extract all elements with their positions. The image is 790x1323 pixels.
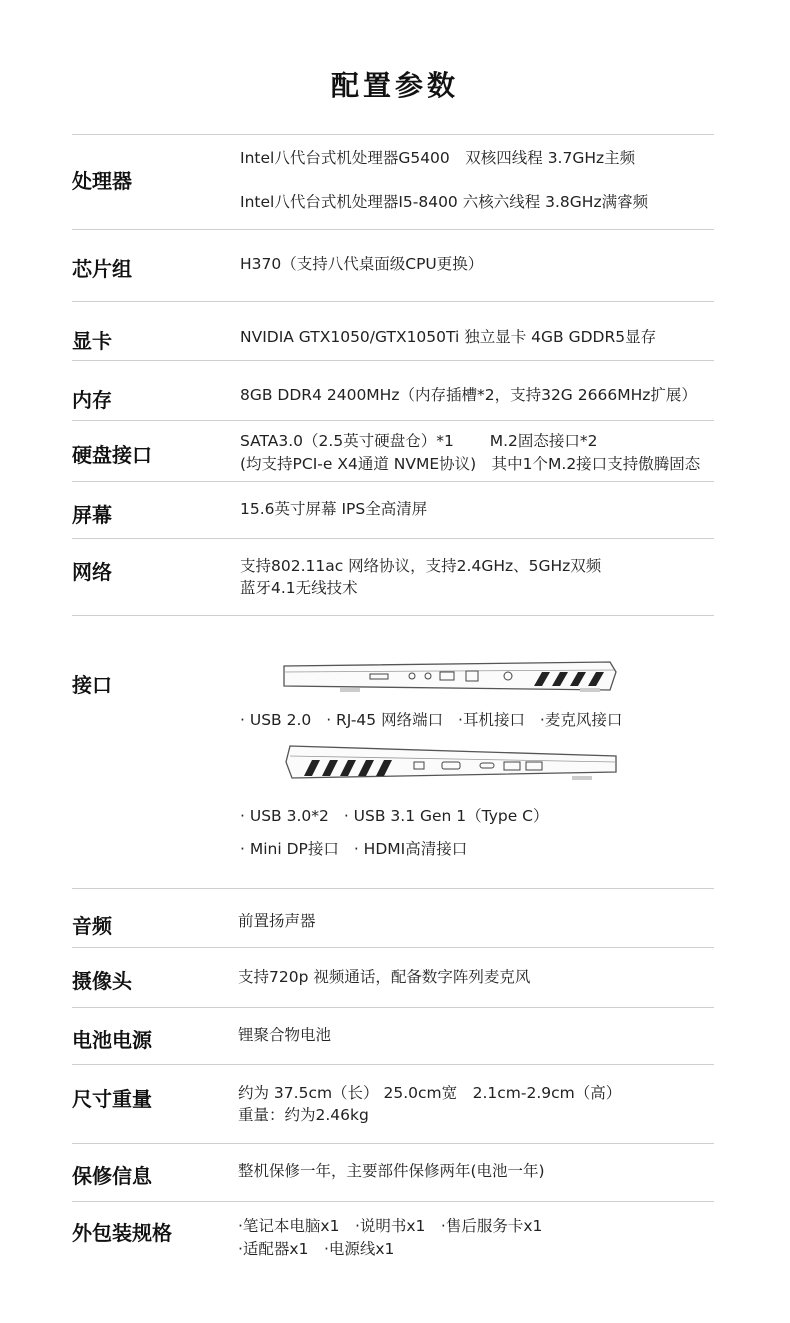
divider bbox=[72, 1143, 714, 1144]
spec-value-size-2: 重量：约为2.46kg bbox=[238, 1106, 369, 1124]
port-hdmi: · HDMI高清接口 bbox=[353, 840, 468, 858]
divider bbox=[72, 1064, 714, 1065]
spec-label-screen: 屏幕 bbox=[72, 503, 112, 527]
spec-label-ports: 接口 bbox=[72, 673, 112, 697]
spec-label-chipset: 芯片组 bbox=[72, 257, 132, 281]
spec-value-warranty: 整机保修一年，主要部件保修两年(电池一年) bbox=[238, 1162, 545, 1180]
spec-label-memory: 内存 bbox=[72, 388, 112, 412]
divider bbox=[72, 1201, 714, 1202]
ports-right-list-2 bbox=[240, 837, 477, 859]
spec-label-package: 外包装规格 bbox=[72, 1221, 172, 1245]
divider bbox=[72, 538, 714, 539]
port-usb20: · USB 2.0 bbox=[240, 711, 312, 729]
spec-value-package-1: ·笔记本电脑x1 ·说明书x1 ·售后服务卡x1 bbox=[238, 1217, 543, 1235]
spec-value-chipset: H370（支持八代桌面级CPU更换） bbox=[240, 255, 484, 273]
spec-value-network-2: 蓝牙4.1无线技术 bbox=[240, 579, 358, 597]
divider bbox=[72, 229, 714, 230]
spec-value-cpu-1: Intel八代台式机处理器G5400 双核四线程 3.7GHz主频 bbox=[240, 149, 636, 167]
spec-value-cpu-2: Intel八代台式机处理器I5-8400 六核六线程 3.8GHz满睿频 bbox=[240, 193, 649, 211]
spec-label-camera: 摄像头 bbox=[72, 969, 132, 993]
port-headphone: ·耳机接口 bbox=[458, 711, 525, 729]
spec-label-storage: 硬盘接口 bbox=[72, 443, 152, 467]
spec-label-gpu: 显卡 bbox=[72, 329, 112, 353]
spec-value-package-2: ·适配器x1 ·电源线x1 bbox=[238, 1240, 395, 1258]
spec-label-warranty: 保修信息 bbox=[72, 1164, 152, 1188]
spec-value-screen: 15.6英寸屏幕 IPS全高清屏 bbox=[240, 500, 428, 518]
spec-label-cpu: 处理器 bbox=[72, 169, 132, 193]
port-mic: ·麦克风接口 bbox=[539, 711, 623, 729]
spec-label-size: 尺寸重量 bbox=[72, 1087, 152, 1111]
spec-value-network-1: 支持802.11ac 网络协议，支持2.4GHz、5GHz双频 bbox=[240, 557, 602, 575]
port-minidp: · Mini DP接口 bbox=[240, 840, 339, 858]
divider bbox=[72, 301, 714, 302]
spec-value-audio: 前置扬声器 bbox=[238, 912, 316, 930]
page-title: 配置参数 bbox=[330, 69, 459, 102]
divider bbox=[72, 615, 714, 616]
spec-value-memory: 8GB DDR4 2400MHz（内存插槽*2，支持32G 2666MHz扩展） bbox=[240, 386, 697, 404]
spec-value-camera: 支持720p 视频通话，配备数字阵列麦克风 bbox=[238, 968, 531, 986]
spec-value-storage-1: SATA3.0（2.5英寸硬盘仓）*1 M.2固态接口*2 bbox=[240, 432, 598, 450]
spec-label-audio: 音频 bbox=[72, 914, 112, 938]
port-usb31: · USB 3.1 Gen 1（Type C） bbox=[343, 807, 549, 825]
spec-value-gpu: NVIDIA GTX1050/GTX1050Ti 独立显卡 4GB GDDR5显存 bbox=[240, 328, 657, 346]
divider bbox=[72, 420, 714, 421]
divider bbox=[72, 360, 714, 361]
laptop-right-side-icon bbox=[282, 742, 622, 784]
divider bbox=[72, 888, 714, 889]
port-rj45: · RJ-45 网络端口 bbox=[326, 711, 444, 729]
laptop-left-side-icon bbox=[280, 660, 620, 696]
port-usb30: · USB 3.0*2 bbox=[240, 807, 329, 825]
divider bbox=[72, 481, 714, 482]
spec-value-size-1: 约为 37.5cm（长） 25.0cm宽 2.1cm-2.9cm（高） bbox=[238, 1084, 622, 1102]
ports-left-list bbox=[240, 708, 632, 730]
spec-value-storage-2: (均支持PCI-e X4通道 NVME协议) 其中1个M.2接口支持傲腾固态 bbox=[240, 455, 701, 473]
divider bbox=[72, 134, 714, 135]
spec-label-battery: 电池电源 bbox=[72, 1028, 152, 1052]
divider bbox=[72, 1007, 714, 1008]
spec-label-network: 网络 bbox=[72, 560, 112, 584]
divider bbox=[72, 947, 714, 948]
spec-value-battery: 锂聚合物电池 bbox=[238, 1026, 332, 1044]
ports-right-list-1 bbox=[240, 804, 559, 826]
